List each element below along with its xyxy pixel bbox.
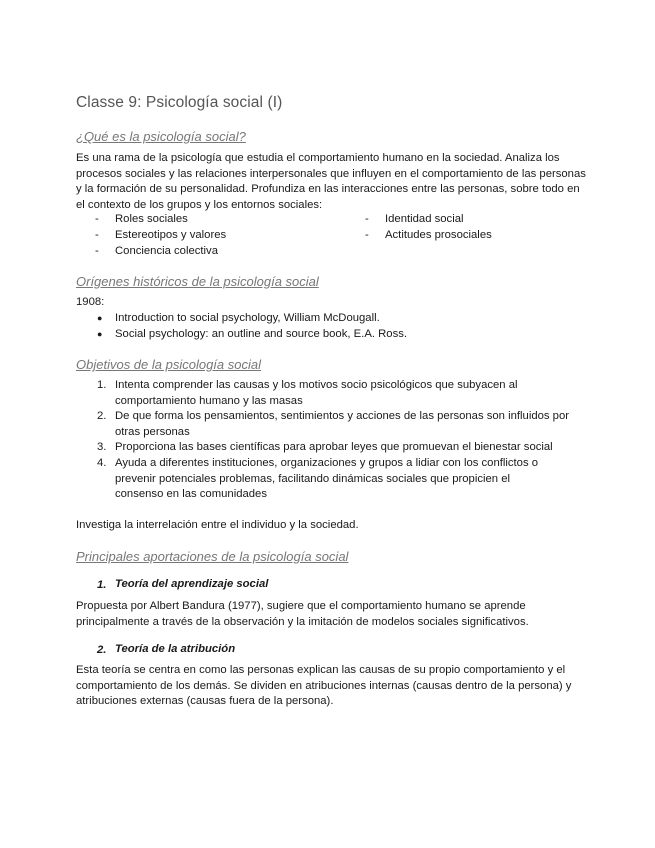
list-item: Ayuda a diferentes instituciones, organizaciones y grupos a lidiar con los conflictos o prevenir potenciales problemas, facilitando dinámicas sociales que propicien el consenso en las comunidades — [115, 457, 539, 500]
document-title: Classe 9: Psicología social (I) — [76, 94, 283, 111]
dash-marker: - — [95, 213, 99, 225]
section-paragraph-definition: Es una rama de la psicología que estudia el comportamiento humano en la sociedad. Analiza los procesos sociales y las relaciones interpersonales que influyen en el comportamiento de las personas y la formación de su personalidad. Profundiza en las interacciones entre las personas, sobre todo en el contexto de los grupos y los entornos sociales: — [76, 152, 586, 211]
paragraph-social-learning: Propuesta por Albert Bandura (1977), sugiere que el comportamiento humano se aprende principalmente a través de la observación y la imitación de modelos sociales significativos. — [76, 600, 529, 628]
list-number: 2. — [97, 644, 107, 656]
list-item: Roles sociales — [115, 213, 188, 225]
list-item: De que forma los pensamientos, sentimientos y acciones de las personas son influidos por otras personas — [115, 410, 570, 438]
dash-marker: - — [95, 245, 99, 257]
list-number: 2. — [97, 410, 107, 422]
section-heading-origins: Orígenes históricos de la psicología social — [76, 274, 319, 289]
list-item: Estereotipos y valores — [115, 229, 227, 241]
dash-marker: - — [95, 229, 99, 241]
section-heading-objectives: Objetivos de la psicología social — [76, 357, 261, 372]
list-item: Conciencia colectiva — [115, 245, 218, 257]
subheading-attribution: Teoría de la atribución — [115, 643, 236, 655]
closing-statement: Investiga la interrelación entre el individuo y la sociedad. — [76, 519, 359, 531]
list-item: Proporciona las bases científicas para aprobar leyes que promuevan el bienestar social — [115, 441, 553, 453]
section-heading-contributions: Principales aportaciones de la psicología social — [76, 549, 349, 564]
list-number: 3. — [97, 441, 107, 453]
list-number: 1. — [97, 579, 107, 591]
dash-marker: - — [365, 213, 369, 225]
list-item: Social psychology: an outline and source book, E.A. Ross. — [115, 328, 408, 340]
subheading-social-learning: Teoría del aprendizaje social — [115, 578, 269, 590]
section-heading-what-is: ¿Qué es la psicología social? — [76, 129, 246, 144]
list-item: Actitudes prosociales — [385, 229, 492, 241]
year-label: 1908: — [76, 296, 105, 308]
bullet-icon: ● — [97, 329, 103, 339]
dash-marker: - — [365, 229, 369, 241]
paragraph-attribution: Esta teoría se centra en como las personas explican las causas de su propio comportamiento y el comportamiento de los demás. Se dividen en atribuciones internas (causas dentro de la persona) y atribuciones externas (causas fuera de la persona). — [76, 664, 572, 707]
list-item: Identidad social — [385, 213, 464, 225]
list-item: Intenta comprender las causas y los motivos socio psicológicos que subyacen al comportamiento humano y las masas — [115, 379, 518, 407]
list-item: Introduction to social psychology, William McDougall. — [115, 312, 380, 324]
bullet-icon: ● — [97, 313, 103, 323]
list-number: 1. — [97, 379, 107, 391]
list-number: 4. — [97, 457, 107, 469]
